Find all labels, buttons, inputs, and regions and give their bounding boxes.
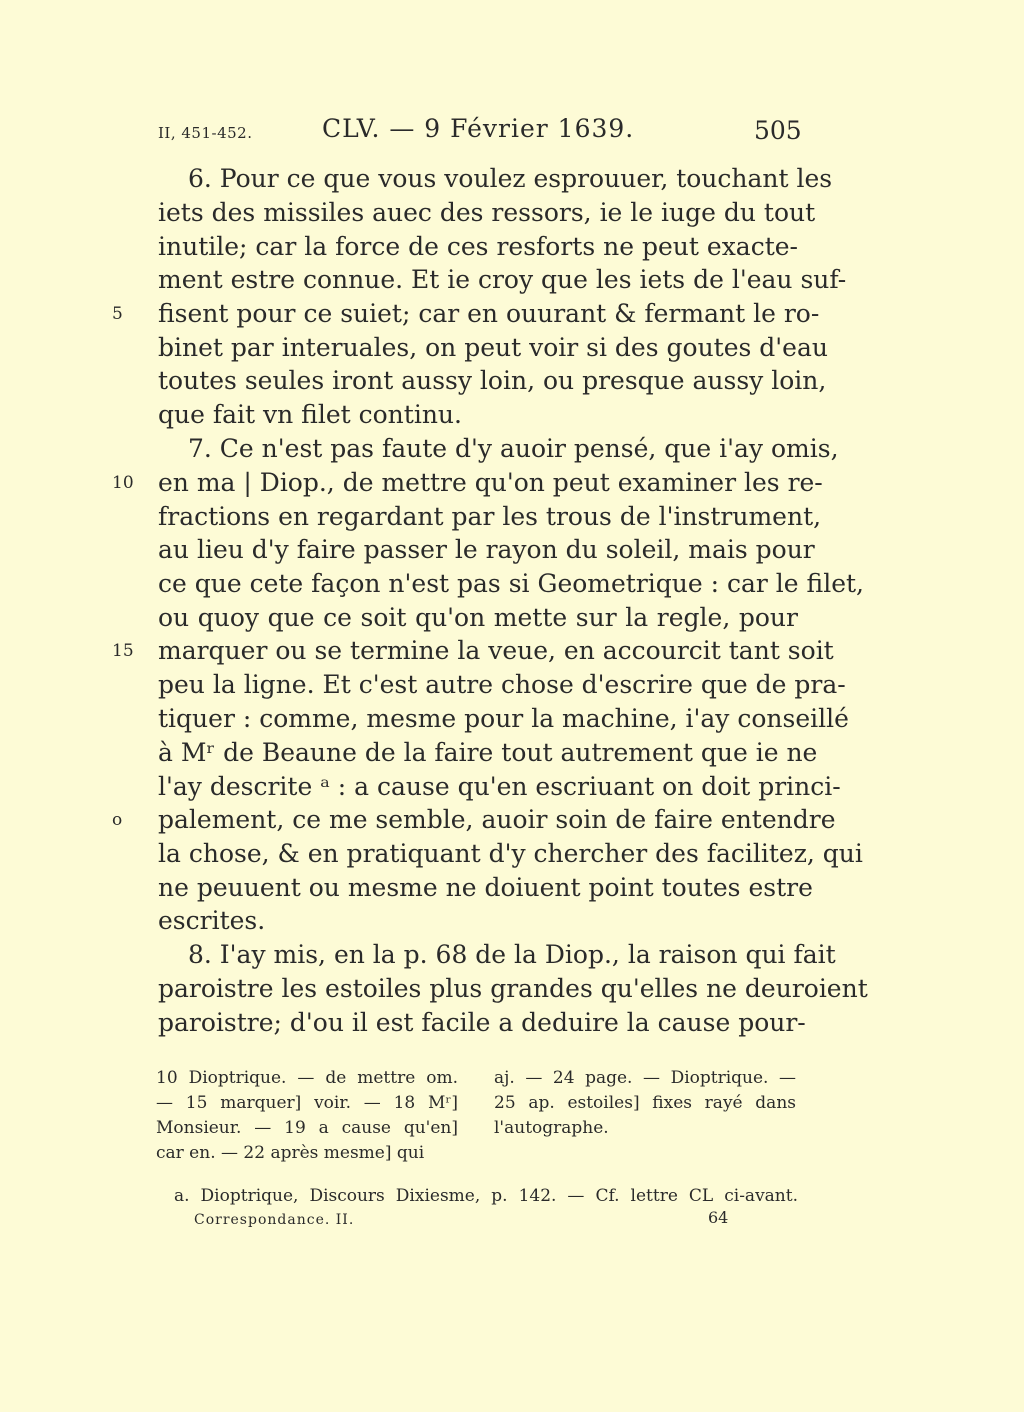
text-line: inutile; car la force de ces resforts ne peut exacte- [158, 232, 798, 261]
text-line: paroistre; d'ou il est facile a deduire la cause pour- [158, 1008, 806, 1037]
text-line: binet par interuales, on peut voir si des goutes d'eau [158, 333, 828, 362]
line-number: o [112, 810, 123, 830]
note-line: — 15 marquer] voir. — 18 Mʳ] [156, 1093, 458, 1113]
text-line: marquer ou se termine la veue, en accourcit tant soit [158, 636, 834, 665]
signature-number: 64 [708, 1208, 729, 1227]
text-line: ou quoy que ce soit qu'on mette sur la regle, pour [158, 603, 798, 632]
text-line: 8. I'ay mis, en la p. 68 de la Diop., la raison qui fait [188, 940, 836, 969]
text-line: la chose, & en pratiquant d'y chercher des facilitez, qui [158, 839, 863, 868]
text-line: fractions en regardant par les trous de l'instrument, [158, 502, 822, 531]
note-line: aj. — 24 page. — Dioptrique. — [494, 1068, 796, 1088]
text-line: l'ay descrite ᵃ : a cause qu'en escriuant on doit princi- [158, 772, 841, 801]
text-line: 6. Pour ce que vous voulez esprouuer, touchant les [188, 164, 833, 193]
line-number: 5 [112, 304, 123, 324]
footnote: a. Dioptrique, Discours Dixiesme, p. 142. — Cf. lettre CL ci-avant. [174, 1186, 798, 1206]
note-line: 25 ap. estoiles] fixes rayé dans [494, 1093, 796, 1113]
text-line: escrites. [158, 906, 266, 935]
text-line: ment estre connue. Et ie croy que les iets de l'eau suf- [158, 265, 847, 294]
page-number: 505 [754, 116, 802, 145]
text-line: au lieu d'y faire passer le rayon du soleil, mais pour [158, 535, 815, 564]
text-line: en ma | Diop., de mettre qu'on peut examiner les re- [158, 468, 823, 497]
notes-right-column [494, 1066, 796, 1141]
text-line: iets des missiles auec des ressors, ie le iuge du tout [158, 198, 816, 227]
signature-label: Correspondance. II. [194, 1212, 355, 1228]
page-header [0, 112, 1024, 152]
note-line: 10 Dioptrique. — de mettre om. [156, 1068, 458, 1088]
text-line: paroistre les estoiles plus grandes qu'elles ne deuroient [158, 974, 868, 1003]
text-line: que fait vn filet continu. [158, 400, 462, 429]
text-line: peu la ligne. Et c'est autre chose d'escrire que de pra- [158, 670, 846, 699]
text-line: ne peuuent ou mesme ne doiuent point toutes estre [158, 873, 813, 902]
line-number: 10 [112, 473, 134, 493]
text-line: tiquer : comme, mesme pour la machine, i'ay conseillé [158, 704, 849, 733]
line-number: 15 [112, 641, 134, 661]
note-line: Monsieur. — 19 a cause qu'en] [156, 1118, 458, 1138]
text-line: ce que cete façon n'est pas si Geometrique : car le filet, [158, 569, 865, 598]
text-line: palement, ce me semble, auoir soin de faire entendre [158, 805, 836, 834]
header-title: CLV. — 9 Février 1639. [322, 114, 635, 143]
note-line: l'autographe. [494, 1118, 609, 1138]
header-reference: II, 451-452. [158, 124, 253, 142]
note-line: car en. — 22 après mesme] qui [156, 1143, 425, 1163]
text-line: fisent pour ce suiet; car en ouurant & fermant le ro- [158, 299, 820, 328]
text-line: à Mʳ de Beaune de la faire tout autrement que ie ne [158, 738, 818, 767]
text-line: toutes seules iront aussy loin, ou presque aussy loin, [158, 366, 827, 395]
text-line: 7. Ce n'est pas faute d'y auoir pensé, que i'ay omis, [188, 434, 839, 463]
notes-left-column [156, 1066, 458, 1166]
